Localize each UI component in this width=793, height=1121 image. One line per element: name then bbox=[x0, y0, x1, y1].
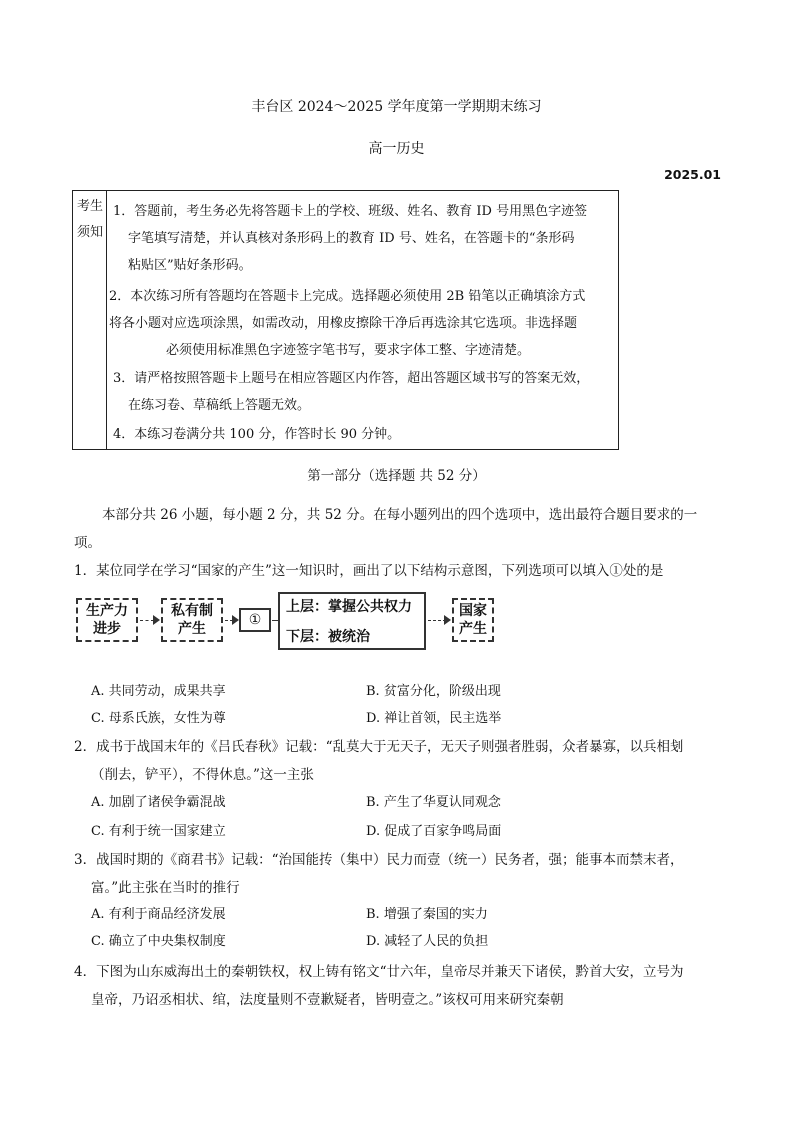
notice-line: 2．本次练习所有答题均在答题卡上完成。选择题必须使用 2B 铅笔以正确填涂方式 bbox=[109, 289, 586, 304]
q3-option-a[interactable]: A. 有利于商品经济发展 bbox=[91, 907, 226, 922]
q3-option-d[interactable]: D. 减轻了人民的负担 bbox=[366, 934, 489, 949]
diagram-box-productivity: 生产力 进步 bbox=[76, 598, 138, 642]
question-3-stem-cont: 富。”此主张在当时的推行 bbox=[91, 880, 240, 896]
exam-notice-box bbox=[72, 190, 619, 450]
diagram-box-private-property: 私有制 产生 bbox=[161, 598, 223, 642]
question-3-stem: 3．战国时期的《商君书》记载：“治国能抟（集中）民力而壹（统一）民务者，强；能事本而禁末者， bbox=[74, 852, 684, 868]
diagram-upper-class: 上层：掌握公共权力 bbox=[286, 599, 412, 615]
question-2-stem-cont: （削去，铲平），不得休息。”这一主张 bbox=[91, 767, 314, 783]
diagram-box-blank: ① bbox=[239, 608, 271, 632]
q1-option-a[interactable]: A. 共同劳动，成果共享 bbox=[91, 684, 226, 699]
q1-option-d[interactable]: D. 禅让首领，民主选举 bbox=[366, 711, 502, 726]
diagram-arrowhead bbox=[444, 615, 451, 625]
question-1-stem: 1．某位同学在学习“国家的产生”这一知识时，画出了以下结构示意图，下列选项可以填入①处的是 bbox=[74, 563, 664, 579]
diagram-box-state: 国家 产生 bbox=[452, 598, 494, 642]
notice-heading-line1: 考生 bbox=[77, 199, 104, 214]
notice-line: 字笔填写清楚，并认真核对条形码上的教育 ID 号、姓名，在答题卡的“条形码 bbox=[128, 231, 575, 246]
q1-option-b[interactable]: B. 贫富分化，阶级出现 bbox=[366, 684, 501, 699]
notice-heading bbox=[73, 191, 107, 449]
diagram-arrowhead bbox=[153, 615, 160, 625]
notice-line: 粘贴区”贴好条形码。 bbox=[128, 258, 252, 273]
diagram-box-classes bbox=[278, 592, 426, 650]
notice-heading-line2: 须知 bbox=[77, 225, 104, 240]
q2-option-a[interactable]: A. 加剧了诸侯争霸混战 bbox=[91, 795, 226, 810]
q3-option-c[interactable]: C. 确立了中央集权制度 bbox=[91, 934, 226, 949]
notice-line: 3．请严格按照答题卡上题号在相应答题区内作答，超出答题区域书写的答案无效， bbox=[113, 371, 590, 386]
q2-option-d[interactable]: D. 促成了百家争鸣局面 bbox=[366, 824, 502, 839]
notice-line: 1．答题前，考生务必先将答题卡上的学校、班级、姓名、教育 ID 号用黑色字迹签 bbox=[113, 204, 588, 219]
notice-line: 必须使用标准黑色字迹签字笔书写，要求字体工整、字迹清楚。 bbox=[166, 343, 531, 358]
notice-line: 4．本练习卷满分共 100 分，作答时长 90 分钟。 bbox=[113, 427, 401, 442]
diagram-arrowhead bbox=[232, 615, 239, 625]
question-2-stem: 2．成书于战国末年的《吕氏春秋》记载：“乱莫大于无天子，无天子则强者胜弱，众者暴寡，以兵相刬 bbox=[74, 739, 684, 755]
diagram-arrow bbox=[140, 620, 154, 621]
question-4-stem-cont: 皇帝，乃诏丞相状、绾，法度量则不壹歉疑者，皆明壹之。”该权可用来研究秦朝 bbox=[91, 992, 564, 1008]
section-intro-cont: 项。 bbox=[74, 535, 101, 551]
exam-subject: 高一历史 bbox=[368, 141, 425, 157]
exam-date: 2025.01 bbox=[664, 167, 721, 182]
diagram-lower-class: 下层：被统治 bbox=[286, 629, 370, 645]
section-heading: 第一部分（选择题 共 52 分） bbox=[307, 468, 486, 484]
exam-title: 丰台区 2024～2025 学年度第一学期期末练习 bbox=[251, 99, 542, 115]
q1-option-c[interactable]: C. 母系氏族，女性为尊 bbox=[91, 711, 226, 726]
state-formation-diagram bbox=[76, 592, 496, 650]
notice-line: 将各小题对应选项涂黑，如需改动，用橡皮擦除干净后再选涂其它选项。非选择题 bbox=[109, 316, 578, 331]
q3-option-b[interactable]: B. 增强了秦国的实力 bbox=[366, 907, 488, 922]
question-4-stem: 4．下图为山东威海出土的秦朝铁权，权上铸有铭文“廿六年，皇帝尽并兼天下诸侯，黔首大安，立号为 bbox=[74, 964, 684, 980]
notice-line: 在练习卷、草稿纸上答题无效。 bbox=[128, 398, 311, 413]
q2-option-c[interactable]: C. 有利于统一国家建立 bbox=[91, 824, 226, 839]
section-intro: 本部分共 26 小题，每小题 2 分，共 52 分。在每小题列出的四个选项中，选出最符合题目要求的一 bbox=[102, 507, 698, 523]
q2-option-b[interactable]: B. 产生了华夏认同观念 bbox=[366, 795, 501, 810]
